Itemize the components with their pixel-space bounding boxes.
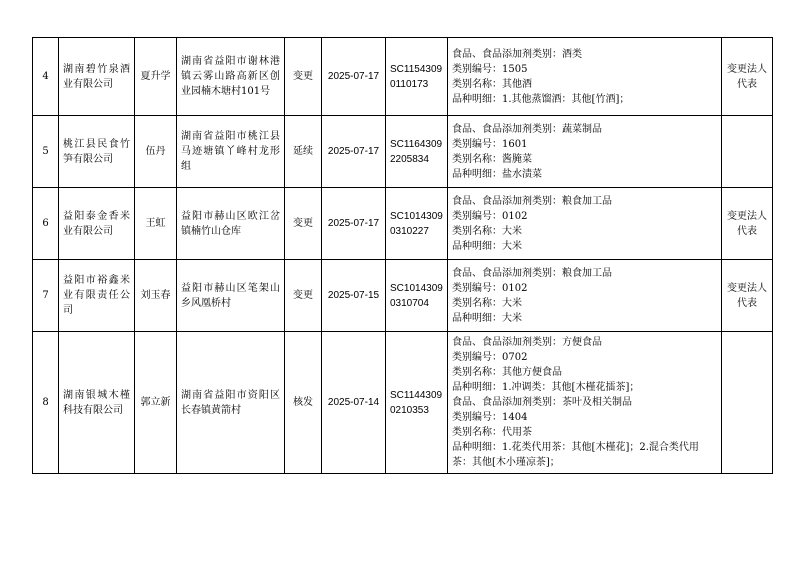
row-number: 7 bbox=[33, 260, 59, 332]
detail-line: 类别编号：1404 bbox=[452, 412, 528, 423]
detail-line: 食品、食品添加剂类别：茶叶及相关制品 bbox=[452, 397, 632, 408]
company-address: 湖南省益阳市资阳区长春镇黄箭村 bbox=[177, 332, 285, 474]
product-details bbox=[448, 116, 722, 188]
license-number: SC10143090310704 bbox=[386, 260, 448, 332]
row-number: 8 bbox=[33, 332, 59, 474]
license-type: 变更 bbox=[285, 38, 322, 116]
remark bbox=[722, 332, 773, 474]
legal-representative: 夏升学 bbox=[135, 38, 177, 116]
license-number: SC11643092205834 bbox=[386, 116, 448, 188]
legal-representative: 王虹 bbox=[135, 188, 177, 260]
issue-date: 2025-07-15 bbox=[322, 260, 386, 332]
detail-line: 食品、食品添加剂类别：粮食加工品 bbox=[452, 195, 612, 207]
table-row bbox=[33, 260, 773, 332]
product-details bbox=[448, 38, 722, 116]
detail-line: 品种明细：1.其他蒸馏酒：其他[竹酒]； bbox=[452, 93, 630, 105]
detail-line: 食品、食品添加剂类别：酒类 bbox=[452, 48, 582, 60]
detail-line: 品种明细：大米 bbox=[452, 312, 522, 324]
detail-line: 食品、食品添加剂类别：蔬菜制品 bbox=[452, 123, 602, 135]
product-details bbox=[448, 188, 722, 260]
license-type: 核发 bbox=[285, 332, 322, 474]
table-row bbox=[33, 116, 773, 188]
license-type: 变更 bbox=[285, 188, 322, 260]
license-type: 延续 bbox=[285, 116, 322, 188]
detail-line: 类别名称：代用茶 bbox=[452, 427, 532, 438]
issue-date: 2025-07-17 bbox=[322, 188, 386, 260]
detail-line: 食品、食品添加剂类别：粮食加工品 bbox=[452, 267, 612, 279]
company-address: 湖南省益阳市谢林港镇云雾山路高新区创业园楠木塘村101号 bbox=[177, 38, 285, 116]
detail-line: 类别编号：0702 bbox=[452, 352, 528, 363]
table-row bbox=[33, 188, 773, 260]
remark: 变更法人代表 bbox=[722, 188, 773, 260]
detail-line: 类别编号：0102 bbox=[452, 210, 528, 222]
detail-line: 类别名称：酱腌菜 bbox=[452, 153, 532, 165]
detail-line: 类别名称：其他酒 bbox=[452, 78, 532, 90]
license-number: SC10143090310227 bbox=[386, 188, 448, 260]
company-name: 湖南碧竹泉酒业有限公司 bbox=[59, 38, 135, 116]
license-number: SC11443090210353 bbox=[386, 332, 448, 474]
table-row bbox=[33, 38, 773, 116]
detail-line: 类别名称：大米 bbox=[452, 297, 522, 309]
detail-line: 类别名称：其他方便食品 bbox=[452, 367, 562, 378]
issue-date: 2025-07-17 bbox=[322, 116, 386, 188]
company-address: 益阳市赫山区笔架山乡风凰桥村 bbox=[177, 260, 285, 332]
company-name: 湖南银城木槿科技有限公司 bbox=[59, 332, 135, 474]
remark: 变更法人代表 bbox=[722, 38, 773, 116]
issue-date: 2025-07-14 bbox=[322, 332, 386, 474]
detail-line: 品种明细：1.冲调类：其他[木槿花擂茶]； bbox=[452, 382, 640, 393]
company-name: 桃江县民食竹笋有限公司 bbox=[59, 116, 135, 188]
product-details bbox=[448, 260, 722, 332]
table-row bbox=[33, 332, 773, 474]
legal-representative: 刘玉春 bbox=[135, 260, 177, 332]
detail-line: 品种明细：大米 bbox=[452, 240, 522, 252]
detail-line: 类别名称：大米 bbox=[452, 225, 522, 237]
detail-line: 类别编号：1505 bbox=[452, 63, 528, 75]
company-address: 益阳市赫山区欧江岔镇楠竹山仓库 bbox=[177, 188, 285, 260]
license-table bbox=[32, 37, 773, 474]
table-body bbox=[33, 38, 773, 474]
row-number: 6 bbox=[33, 188, 59, 260]
remark bbox=[722, 116, 773, 188]
license-type: 变更 bbox=[285, 260, 322, 332]
company-name: 益阳泰金香米业有限公司 bbox=[59, 188, 135, 260]
issue-date: 2025-07-17 bbox=[322, 38, 386, 116]
detail-line: 品种明细：盐水渍菜 bbox=[452, 168, 542, 180]
company-address: 湖南省益阳市桃江县马迹塘镇丫峰村龙形组 bbox=[177, 116, 285, 188]
product-details bbox=[448, 332, 722, 474]
legal-representative: 伍丹 bbox=[135, 116, 177, 188]
detail-line: 类别编号：1601 bbox=[452, 138, 528, 150]
company-name: 益阳市裕鑫米业有限责任公司 bbox=[59, 260, 135, 332]
detail-line: 品种明细：1.花类代用茶：其他[木槿花]；2.混合类代用茶：其他[木小瑾凉茶]； bbox=[452, 442, 699, 468]
row-number: 4 bbox=[33, 38, 59, 116]
remark: 变更法人代表 bbox=[722, 260, 773, 332]
license-number: SC11543090110173 bbox=[386, 38, 448, 116]
legal-representative: 郭立新 bbox=[135, 332, 177, 474]
detail-line: 类别编号：0102 bbox=[452, 282, 528, 294]
detail-line: 食品、食品添加剂类别：方便食品 bbox=[452, 337, 602, 348]
row-number: 5 bbox=[33, 116, 59, 188]
